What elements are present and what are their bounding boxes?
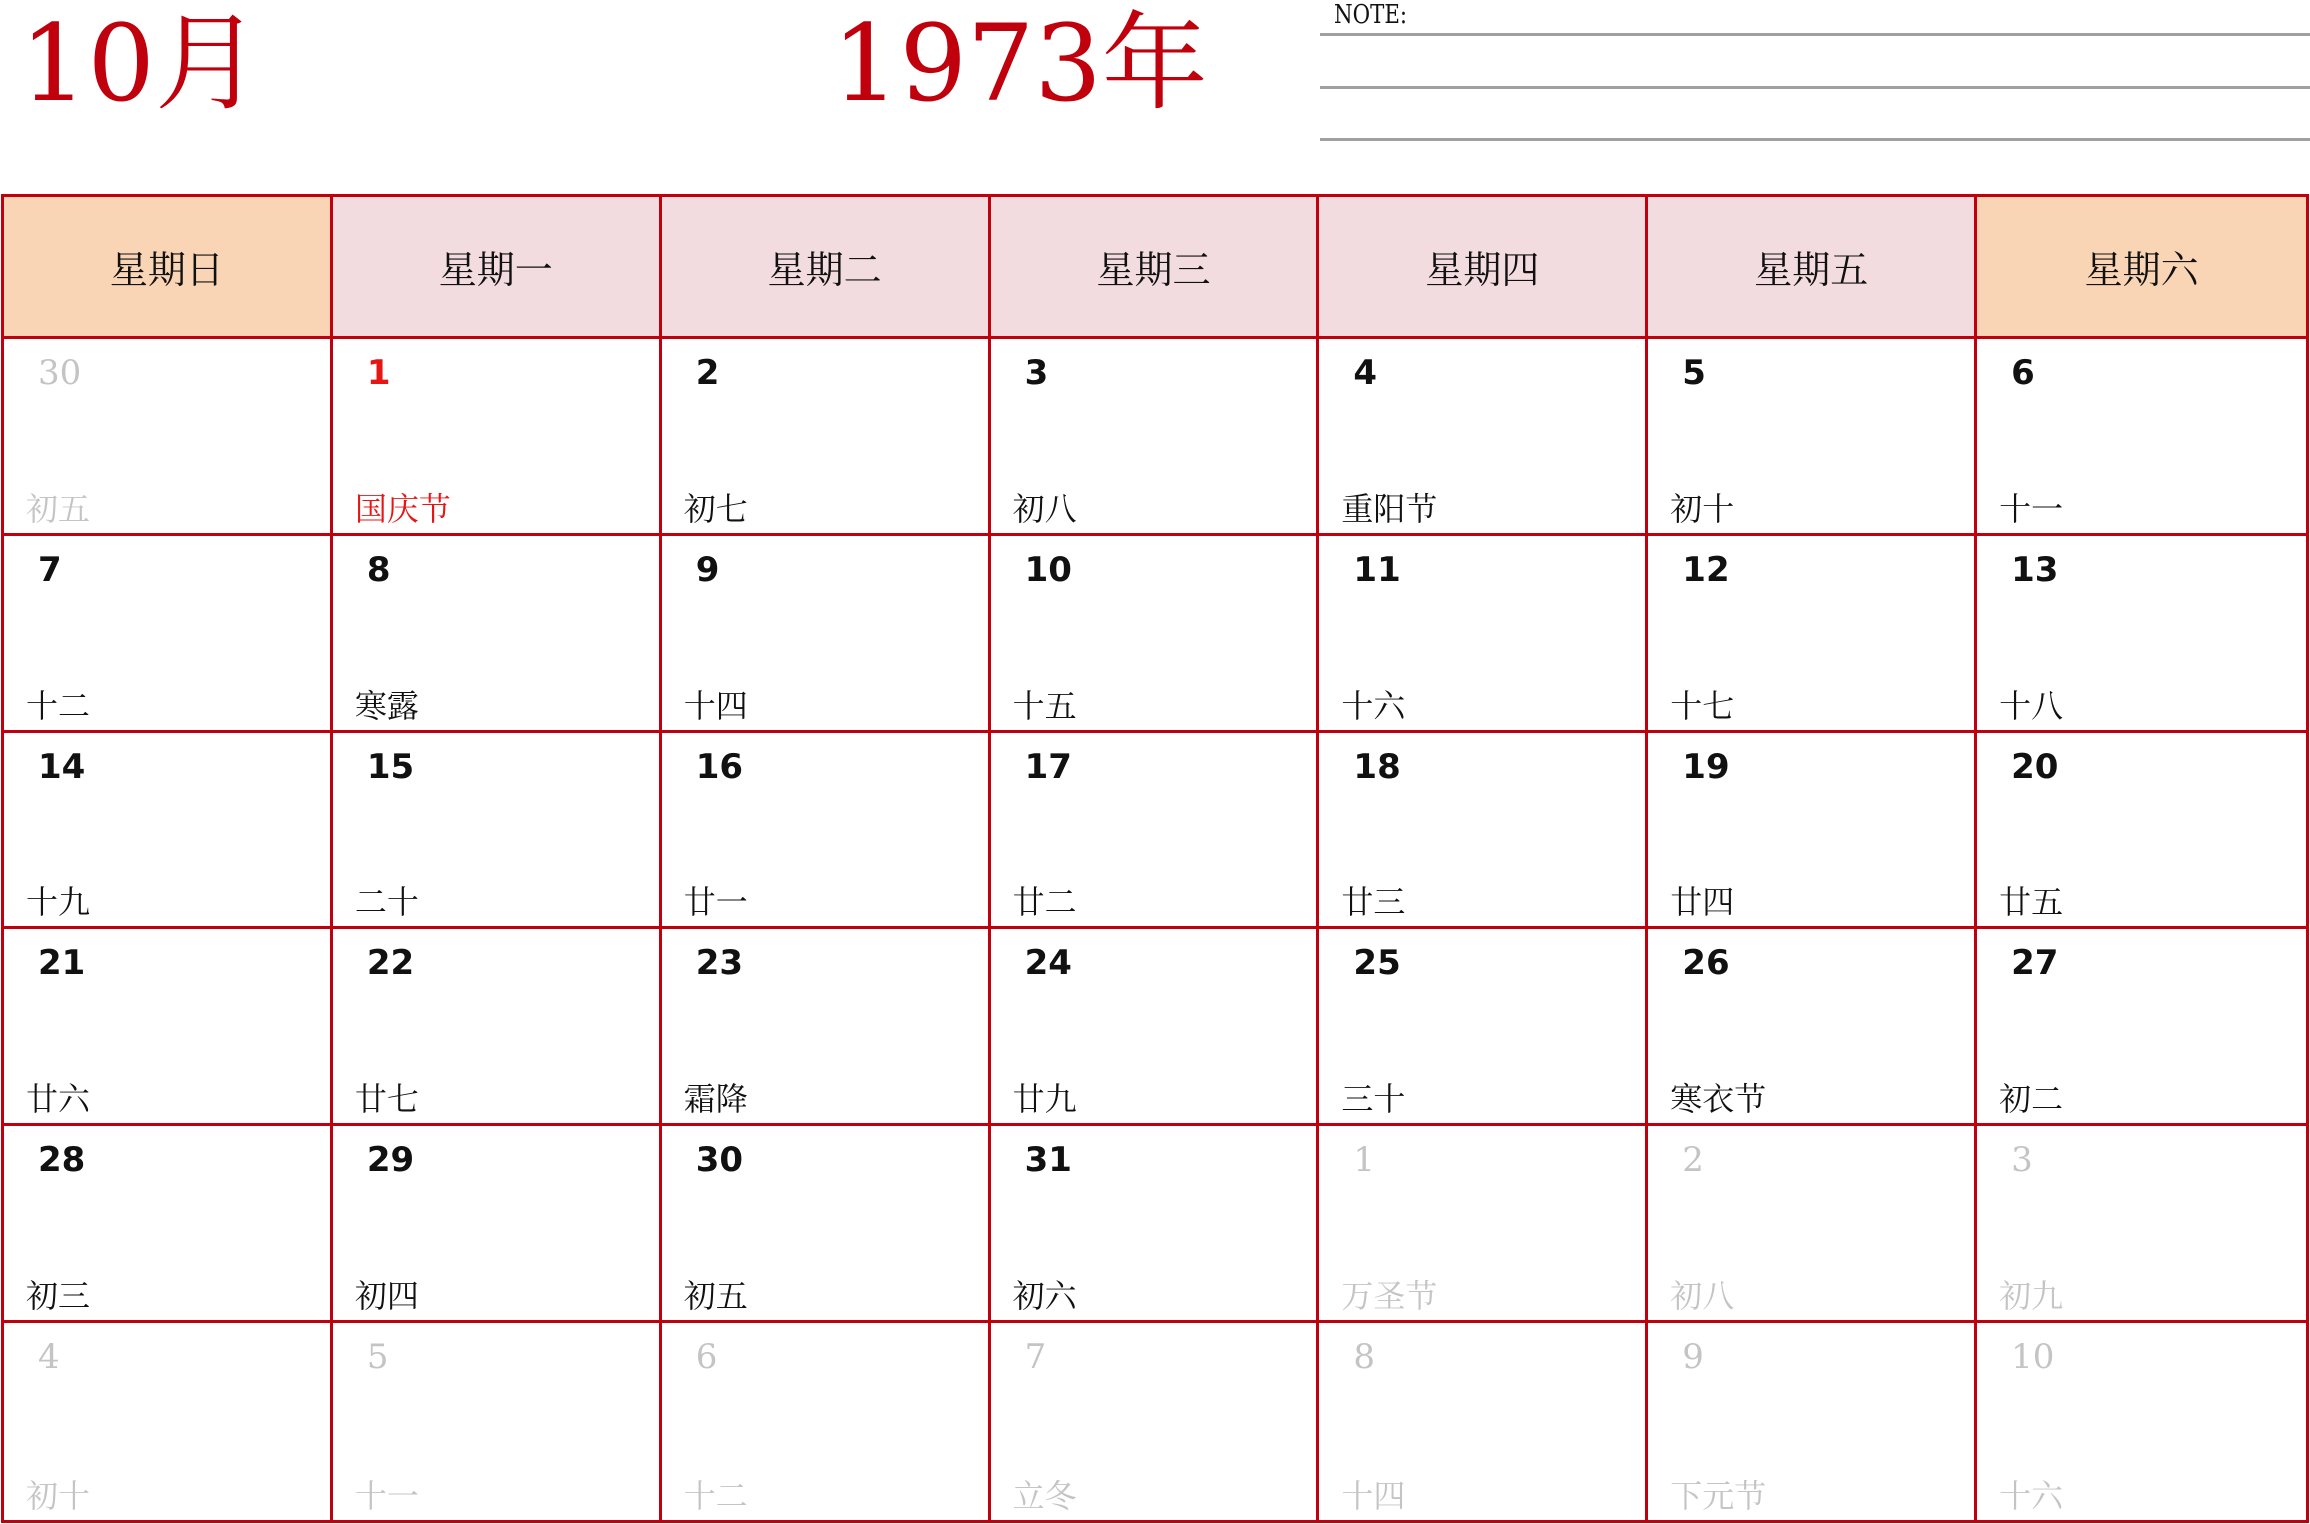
day-cell[interactable]: [991, 733, 1320, 930]
lunar-date-label: 十六: [1341, 686, 1406, 725]
lunar-date-label: 初六: [1012, 1277, 1077, 1316]
lunar-date-label: 十四: [1341, 1476, 1406, 1515]
day-cell[interactable]: [1977, 1323, 2306, 1520]
weekday-header: 星期日: [4, 197, 333, 339]
lunar-date-label: 霜降: [683, 1080, 748, 1119]
day-number: 6: [695, 1337, 718, 1378]
day-number: 16: [695, 746, 744, 787]
day-cell[interactable]: [4, 929, 333, 1126]
day-number: 4: [1353, 353, 1378, 393]
day-cell[interactable]: [1648, 929, 1977, 1126]
day-number: 31: [1024, 1140, 1072, 1181]
lunar-date-label: 廿五: [1999, 883, 2064, 922]
day-number: 10: [2011, 1337, 2055, 1378]
day-number: 19: [1682, 746, 1730, 787]
day-cell[interactable]: [1319, 733, 1648, 930]
day-cell[interactable]: [1977, 733, 2306, 930]
lunar-date-label: 十一: [1999, 489, 2064, 528]
lunar-date-label: 廿三: [1341, 883, 1406, 922]
lunar-date-label: 十二: [683, 1476, 748, 1515]
day-cell[interactable]: [1648, 339, 1977, 536]
day-cell[interactable]: [1977, 1126, 2306, 1323]
day-cell[interactable]: [662, 1323, 991, 1520]
day-cell[interactable]: [662, 733, 991, 930]
lunar-date-label: 初八: [1012, 489, 1077, 528]
day-cell[interactable]: [1319, 1126, 1648, 1323]
day-cell[interactable]: [991, 1323, 1320, 1520]
lunar-date-label: 十四: [683, 686, 748, 725]
day-number: 18: [1353, 746, 1401, 787]
day-number: 25: [1353, 943, 1401, 984]
lunar-date-label: 下元节: [1670, 1476, 1767, 1515]
lunar-date-label: 廿六: [26, 1080, 91, 1119]
lunar-date-label: 廿九: [1012, 1080, 1077, 1119]
day-cell[interactable]: [662, 929, 991, 1126]
day-number: 2: [695, 353, 720, 393]
day-number: 6: [2011, 353, 2035, 393]
lunar-date-label: 十一: [354, 1476, 419, 1515]
day-number: 5: [366, 1337, 389, 1378]
day-cell[interactable]: [1648, 1323, 1977, 1520]
lunar-date-label: 廿二: [1012, 883, 1077, 922]
month-title: 10月: [20, 2, 261, 125]
day-cell[interactable]: [4, 1323, 333, 1520]
lunar-date-label: 万圣节: [1341, 1277, 1438, 1316]
day-cell[interactable]: [4, 733, 333, 930]
day-number: 12: [1682, 549, 1730, 590]
lunar-date-label: 十六: [1999, 1476, 2064, 1515]
day-number: 2: [1682, 1140, 1704, 1181]
day-number: 15: [366, 746, 415, 787]
day-number: 29: [366, 1140, 415, 1181]
day-cell[interactable]: [1319, 1323, 1648, 1520]
lunar-date-label: 寒衣节: [1670, 1080, 1767, 1119]
lunar-date-label: 初八: [1670, 1277, 1735, 1316]
lunar-date-label: 廿一: [683, 883, 748, 922]
day-cell[interactable]: [1977, 339, 2306, 536]
lunar-date-label: 廿七: [354, 1080, 419, 1119]
day-number: 7: [1024, 1337, 1047, 1378]
day-number: 3: [2011, 1140, 2033, 1181]
day-number: 1: [1353, 1140, 1376, 1181]
lunar-date-label: 廿四: [1670, 883, 1735, 922]
lunar-date-label: 初七: [683, 489, 748, 528]
day-number: 26: [1682, 943, 1730, 984]
lunar-date-label: 初九: [1999, 1277, 2064, 1316]
lunar-date-label: 寒露: [354, 686, 419, 725]
lunar-date-label: 十八: [1999, 686, 2064, 725]
day-number: 11: [1353, 549, 1401, 590]
lunar-date-label: 初五: [26, 489, 91, 528]
day-number: 8: [1353, 1337, 1376, 1378]
day-number: 5: [1682, 353, 1706, 393]
day-number: 8: [366, 549, 391, 590]
lunar-date-label: 初十: [26, 1476, 91, 1515]
day-cell[interactable]: [1648, 1126, 1977, 1323]
day-cell[interactable]: [333, 929, 662, 1126]
day-cell[interactable]: [333, 733, 662, 930]
lunar-date-label: 初二: [1999, 1080, 2064, 1119]
lunar-date-label: 三十: [1341, 1080, 1406, 1119]
day-number: 21: [38, 943, 86, 984]
day-cell[interactable]: [1977, 929, 2306, 1126]
lunar-date-label: 立冬: [1012, 1476, 1077, 1515]
lunar-date-label: 初五: [683, 1277, 748, 1316]
lunar-date-label: 重阳节: [1341, 489, 1438, 528]
day-cell[interactable]: [1319, 929, 1648, 1126]
calendar-grid: [1, 194, 2309, 1523]
day-cell[interactable]: [662, 339, 991, 536]
lunar-date-label: 十七: [1670, 686, 1735, 725]
day-number: 30: [38, 353, 82, 393]
day-number: 22: [366, 943, 415, 984]
day-number: 23: [695, 943, 744, 984]
day-cell[interactable]: [662, 1126, 991, 1323]
day-cell[interactable]: [1648, 536, 1977, 733]
day-cell[interactable]: [333, 1126, 662, 1323]
lunar-date-label: 初三: [26, 1277, 91, 1316]
day-number: 9: [695, 549, 720, 590]
day-number: 17: [1024, 746, 1072, 787]
day-cell[interactable]: [991, 536, 1320, 733]
note-line: [1320, 86, 2310, 89]
lunar-date-label: 国庆节: [354, 489, 451, 528]
weekday-header: 星期二: [662, 197, 991, 339]
weekday-header: 星期四: [1319, 197, 1648, 339]
weekday-header: 星期六: [1977, 197, 2306, 339]
day-cell[interactable]: [1319, 536, 1648, 733]
year-title: 1973年: [832, 2, 1208, 125]
lunar-date-label: 十二: [26, 686, 91, 725]
day-cell[interactable]: [662, 536, 991, 733]
day-cell[interactable]: [333, 339, 662, 536]
note-label: NOTE:: [1334, 0, 1408, 30]
day-number: 4: [38, 1337, 60, 1378]
day-number: 27: [2011, 943, 2059, 984]
lunar-date-label: 初十: [1670, 489, 1735, 528]
day-number: 24: [1024, 943, 1072, 984]
day-cell[interactable]: [4, 536, 333, 733]
weekday-header: 星期三: [991, 197, 1320, 339]
day-number: 28: [38, 1140, 86, 1181]
lunar-date-label: 初四: [354, 1277, 419, 1316]
note-line: [1320, 138, 2310, 141]
day-cell[interactable]: [4, 1126, 333, 1323]
day-cell[interactable]: [333, 1323, 662, 1520]
weekday-header: 星期一: [333, 197, 662, 339]
weekday-header: 星期五: [1648, 197, 1977, 339]
day-cell[interactable]: [1977, 536, 2306, 733]
day-cell[interactable]: [333, 536, 662, 733]
lunar-date-label: 十九: [26, 883, 91, 922]
day-number: 20: [2011, 746, 2059, 787]
lunar-date-label: 二十: [354, 883, 419, 922]
day-number: 7: [38, 549, 62, 590]
day-number: 9: [1682, 1337, 1704, 1378]
day-number: 30: [695, 1140, 744, 1181]
day-number: 10: [1024, 549, 1072, 590]
day-number: 13: [2011, 549, 2059, 590]
note-line: [1320, 33, 2310, 36]
day-cell[interactable]: [1648, 733, 1977, 930]
lunar-date-label: 十五: [1012, 686, 1077, 725]
day-cell[interactable]: [1319, 339, 1648, 536]
day-number: 14: [38, 746, 86, 787]
day-cell[interactable]: [991, 929, 1320, 1126]
day-cell[interactable]: [991, 1126, 1320, 1323]
day-cell[interactable]: [991, 339, 1320, 536]
note-area: [1320, 0, 2310, 150]
day-number: 3: [1024, 353, 1049, 393]
day-cell[interactable]: [4, 339, 333, 536]
day-number: 1: [366, 353, 391, 393]
